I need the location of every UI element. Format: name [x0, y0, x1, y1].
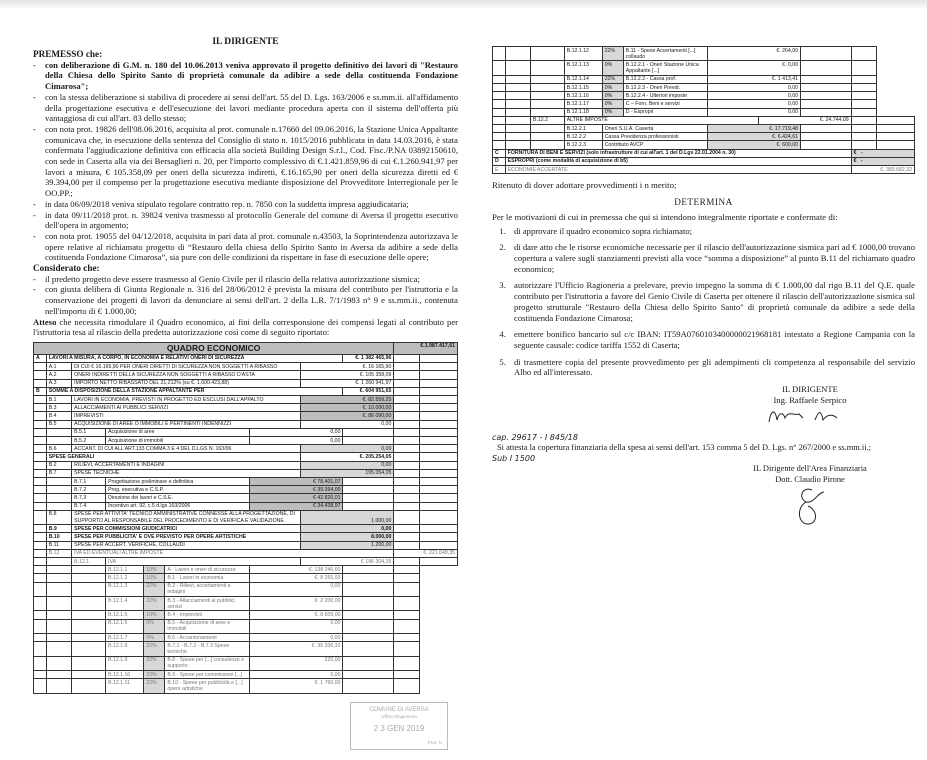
atteso-paragraph: Atteso che necessita rimodulare il Quadro economico, ai fini della corresponsione dei compensi legati al contributo per l'istruttoria tesa al rilascio della predetta autorizzazione così come di seguito riportato:: [33, 316, 458, 338]
determina-item: 5. di trasmettere copia del presente provvedimento per gli adempimenti cli competenza al responsabile del servizio Albo ed all'interessato.: [508, 357, 915, 378]
determina-heading: DETERMINA: [674, 196, 733, 207]
iva-value: 0,00: [250, 634, 343, 642]
table-row: B.9 SPESE PER COMMISSIONI GIUDICATRICI 0,00: [34, 525, 458, 533]
table-row: B.7.3 Direzione dei lavori e C.S.E. € 42.820,01: [34, 494, 458, 502]
iva-pct: 0%: [144, 634, 165, 642]
table-row: B.6 ACCANT. DI CUI ALL'ART.133 COMMA 3 E 4 DEL D.LGS N. 163/06 0,00: [34, 445, 458, 453]
iva-row: [34, 642, 458, 656]
signature-scribble-icon: [765, 406, 855, 426]
iva-value: €. 35 336,32: [250, 642, 343, 656]
section-a-row: A LAVORI A MISURA, A CORPO, IN ECONOMIA E RELATIVI ONERI DI SICUREZZA €. 1 382 465,96: [34, 354, 458, 362]
iva-code: B.12.1.14: [564, 75, 602, 83]
iva-pct: 22%: [602, 47, 623, 61]
table-row: B.1 LAVORI IN ECONOMIA, PREVISTI IN PROGETTO ED ESCLUSI DALL'APPALTO €. 82.559,25: [34, 396, 458, 404]
iva-label: B.11 - Spese Accertamenti [...] collaudo: [623, 47, 707, 61]
iva-row: [493, 100, 915, 108]
iva-pct: 10%: [144, 566, 165, 574]
motivazioni-text: Per le motivazioni di cui in premessa che qui si intendono integralmente riportate e confermate di:: [492, 211, 838, 222]
determina-list: [492, 226, 915, 378]
iva-code: B.12.1.4: [106, 597, 144, 611]
signature-title: IL DIRIGENTE: [782, 384, 838, 395]
handwritten-sub-note: Sub I 1500: [492, 454, 536, 464]
handwritten-cap-note: cap. 29617 - I 845/18: [492, 432, 578, 442]
iva-label: C – Forn. Beni e servizi: [623, 100, 707, 108]
iva-label: B.3 - Allacciamenti ai pubblici servizi: [165, 597, 250, 611]
iva-code: B.12.1.17: [564, 100, 602, 108]
iva-pct: 0%: [602, 61, 623, 75]
iva-value: €. 0,00: [708, 61, 801, 75]
table-title-row: [34, 342, 458, 354]
determina-item: 3. autorizzare l'Ufficio Ragioneria a prelevare, previo impegno la somma di € 1.000,00 dal rigo B.11 del Q.E. quale contributo per l'istruttoria a favore del Genio Civile di Caserta per ottenere il rilascio dell'autorizzazione sismica sul progetto strutturale "Restauro della Chiesa dello Spirito Santo" di proprietà comunale da adibire a sede della costituenda Fondazione Cimarosa;: [508, 280, 915, 323]
table-row: A.3 IMPORTO NETTO RIBASSATO DEL 21,212% (su €. 1.600.423,88) €. 1 260 941,97: [34, 379, 458, 387]
iva-pct: 10%: [144, 611, 165, 619]
table-row: B.12.2.1 Oneri S.U.A. Caserta €. 17.719,48: [493, 125, 915, 133]
iva-row: [34, 634, 458, 642]
scan-sheet: [0, 8, 927, 760]
iva-value: 0,00: [250, 671, 343, 679]
premesso-section: [33, 49, 458, 338]
iva-row: [34, 582, 458, 596]
iva-row: [493, 47, 915, 61]
table-row: B.12 IVA ED EVENTUALI ALTRE IMPOSTE €. 221.048,35: [34, 549, 458, 557]
iva-code: B.12.1.18: [564, 108, 602, 116]
section-d-row: D ESPROPRI (come modalità di acquisizione di b5) € -: [493, 157, 915, 165]
iva-code: B.12.1.13: [564, 61, 602, 75]
considerato-item: - il predetto progetto deve essere trasmesso al Genio Civile per il rilascio della relativa autorizzazione sismica;: [33, 273, 420, 284]
table-row: B.7.1 Progettazione preliminare e definitiva € 78.401,07: [34, 478, 458, 486]
table-row: B.10 SPESE PER PUBBLICITA' E OVE PREVISTO PER OPERE ARTISTICHE 8.000,00: [34, 533, 458, 541]
fin-signature-title: IL Dirigente dell'Area Finanziaria: [753, 464, 867, 474]
iva-value: €. 1 760,00: [250, 679, 343, 693]
iva-code: B.12.1.16: [564, 92, 602, 100]
iva-value: €. 138 246,60: [250, 566, 343, 574]
table-row: B.5.2 Acquisizione di immobili 0,00: [34, 437, 458, 445]
iva-value: €. 264,00: [708, 47, 801, 61]
iva-label: B.7.1 - B.7.2 - B.7.3 Spese tecniche: [165, 642, 250, 656]
iva-label: B.12.2.1 - Oneri Stazione Unica Appaltante [...]: [623, 61, 707, 75]
protocol-stamp: COMUNE DI AVERSA Ufficio Ragioneria 2 3 GEN 2019 Prot. N.: [350, 702, 448, 750]
determina-list-wrapper: [492, 226, 915, 378]
iva-code: B.12.1.2: [106, 574, 144, 582]
iva-code: B.12.1.5: [106, 611, 144, 619]
spese-generali-row: SPESE GENERALI €. 205.254,05: [34, 453, 458, 461]
iva-code: B.12.1.1: [106, 566, 144, 574]
iva-pct: 0%: [602, 100, 623, 108]
table-row: A.1 DI CUI € 16.165,90 PER ONERI DIRETTI DI SICUREZZA NON SOGGETTI A RIBASSO €. 16 165,90: [34, 363, 458, 371]
table-row: B.11 SPESE PER ACCERT. VERIFICHE, COLLAUDI 1.200,00: [34, 541, 458, 549]
iva-row: [34, 679, 458, 693]
iva-code: B.12.1.10: [106, 671, 144, 679]
iva-value: €. 2 200,00: [250, 597, 343, 611]
iva-row: [34, 671, 458, 679]
stamp-area: [33, 702, 458, 750]
table-row: B.7.2 Prog. esecutiva e C.S.P. € 39.394,00: [34, 486, 458, 494]
fin-signature-block: [740, 464, 880, 525]
iva-value: 0,00: [250, 619, 343, 633]
ritenuto-text: Ritenuto di dover adottare provvedimenti i n merito;: [492, 180, 677, 191]
iva-row: [493, 61, 915, 75]
iva-label: B.5 - Acquisizione di aree e immobili: [165, 619, 250, 633]
dirigente-signature-block: [740, 384, 880, 425]
premesso-heading: PREMESSO che:: [33, 49, 103, 59]
iva-pct: 22%: [144, 671, 165, 679]
iva-pct: 0%: [602, 108, 623, 116]
iva-label: B.6 - Accantonamenti: [165, 634, 250, 642]
premesso-item: - con deliberazione di G.M. n. 180 del 10.06.2013 veniva approvato il progetto definitivo dei lavori di "Restauro della Chiesa dello Spirito Santo di proprietà comunale da adibire a sede della costituenda Fondazione Cimarosa";: [33, 59, 458, 92]
iva-row: [34, 619, 458, 633]
attestazione-text: Si attesta la copertura finanziaria della spesa ai sensi dell'art. 153 comma 5 del D. Lgs. n° 267/2000 e ss.mm.ii.;: [497, 442, 871, 452]
table-title: QUADRO ECONOMICO: [34, 342, 394, 354]
table-row: B.5.1 Acquisizione di aree 0,00: [34, 428, 458, 436]
iva-pct: 0%: [602, 84, 623, 92]
grand-total: €.1.987.417,61: [394, 342, 458, 354]
iva-pct: 22%: [144, 582, 165, 596]
determina-item: 4. emettere bonifico bancario sul c/c IBAN: IT59A0760103400000021968181 intestato a Regione Campania con la seguente causale: codice tariffa 1552 di Caserta;: [508, 329, 915, 350]
signature-name: Ing. Raffaele Serpico: [773, 394, 847, 405]
iva-label: D - Espropri: [623, 108, 707, 116]
section-c-row: C FORNITURA DI BENI E SERVIZI (solo infrastrutture di cui all'art. 1 del D.Lgs 22.01.2004 n. 30) € -: [493, 149, 915, 157]
premesso-item: - in data 06/09/2018 veniva stipulato regolare contratto rep. n. 7850 con la suddetta impresa aggiudicataria;: [33, 198, 409, 209]
iva-label: B.2 - Rilievi, accertamenti e indagini: [165, 582, 250, 596]
iva-pct: 22%: [144, 597, 165, 611]
iva-pct: 0%: [144, 619, 165, 633]
table-row: B.12.2.3 Contributo AVCP €. 600,00: [493, 141, 915, 149]
iva-row: [493, 75, 915, 83]
table-row: B.2 RILIEVI, ACCERTAMENTI E INDAGINI 0,00: [34, 461, 458, 469]
iva-value: 0,00: [250, 582, 343, 596]
iva-code: B.12.1.8: [106, 642, 144, 656]
determina-item: 1. di approvare il quadro economico sopra richiamato;: [508, 226, 915, 237]
iva-code: B.12.1.3: [106, 582, 144, 596]
right-table-body: [493, 116, 915, 173]
iva-code: B.12.1.7: [106, 634, 144, 642]
iva-value: 0,00: [708, 100, 801, 108]
table-row: B.12.2 ALTRE IMPOSTE €. 24.744,09: [493, 116, 915, 124]
iva-row: [493, 84, 915, 92]
iva-code: B.12.1.11: [106, 679, 144, 693]
iva-label: B.12.2.4 - Ulteriori imposte: [623, 92, 707, 100]
iva-pct: 22%: [144, 656, 165, 670]
iva-row: [34, 611, 458, 619]
iva-label: B.10 - Spese per pubblicità e [...] opere artistiche: [165, 679, 250, 693]
quadro-economico-table: [33, 342, 458, 694]
iva-pct: 22%: [602, 75, 623, 83]
left-page: [0, 8, 470, 760]
iva-pct: 10%: [144, 574, 165, 582]
iva-code: B.12.1.6: [106, 619, 144, 633]
premesso-item: - in data 09/11/2018 prot. n. 39824 veniva trasmesso al protocollo Generale del comune di Aversa il progetto esecutivo dell'opera in argomento;: [33, 209, 458, 231]
iva-rows-right: [493, 47, 915, 117]
table-row: B.5 ACQUISIZIONE DI AREE O IMMOBILI E PERTINENTI INDENNIZZI 0,00: [34, 420, 458, 428]
iva-code: B.12.1.15: [564, 84, 602, 92]
iva-label: B.12.2.2 - Cassa prof.: [623, 75, 707, 83]
table-row: B.7.4 Incentivo art. 92, c.5 d.lgs 163/2006 € 34.438,97: [34, 502, 458, 510]
determina-item: 2. di dare atto che le risorse economiche necessarie per il rilascio dell'autorizzazione sismica pari ad € 1000,00 trovano copertura a valere sugli stanziamenti previsti alla voce “somma a disposizione” al punto B.11 del richiamato quadro economico;: [508, 242, 915, 274]
iva-value: 0,00: [708, 108, 801, 116]
left-table-body: [34, 342, 458, 565]
considerato-heading: Considerato che:: [33, 263, 100, 274]
table-row: A.2 ONERI INDIRETTI DELLA SICUREZZA NON SOGGETTI A RIBASSO D'ASTA €. 105 358,09: [34, 371, 458, 379]
table-row: B.3 ALLACCIAMENTI AI PUBBLICI SERVIZI €. 10.000,00: [34, 404, 458, 412]
table-row: B.4 IMPREVISTI €. 86 090,00: [34, 412, 458, 420]
table-row: B.12.1 IVA € 196 304,26: [34, 558, 458, 566]
iva-value: 0,00: [708, 84, 801, 92]
iva-value: 0,00: [708, 92, 801, 100]
iva-row: [34, 566, 458, 574]
iva-rows-left: [34, 566, 458, 693]
premesso-item: - con nota prot. 19826 dell'08.06.2016, acquisita al prot. comunale n.17660 del 09.06.2016, la Stazione Unica Appaltante comunicava che, in esecuzione della sentenza del Consiglio di stato n. 1015/2016 pubblicata in data 14.03.2016, è stata confermata l'aggiudicazione definitiva con efficacia alla società Building Design S.r.l., Cod. Fisc./P.NA 03892150610, con sede in Caserta alla via dei Bersaglieri n. 20, per l'importo complessivo di €.1.421.859,96 di cui €.1.260.941,97 per lavori a misura, € 105.358,09 per oneri della sicurezza indiretti, €.16.165,90 per oneri della sicurezza diretti ed € 39.394,00 per il compenso per la progettazione esecutiva mediante disposizione del Provveditore Interregionale per le OO.PP.;: [33, 123, 458, 199]
iva-pct: 0%: [602, 92, 623, 100]
iva-pct: 22%: [144, 679, 165, 693]
table-row: B.8 SPESE PER ATTIVITA' TECNICO AMMINISTRATIVE CONNESSE ALLA PROGETTAZIONE, DI SUPPORTO AL RESPONSABILE DEL PROCEDIMENTO E DI VERIFICA E VALIDAZIONE 1.000,00: [34, 510, 458, 524]
premesso-item: - con nota prot. 19055 del 04/12/2018, acquisita in pari data al prot. comunale n.43503, la Soprintendenza autorizzava le opere relative al richiamato progetto di “Restauro della chiesa dello Spirito Santo in Aversa da adibire a sede della costituenda Fondazione Cimarosa”, sia pure con delle condizioni da rispettare in fase di esecuzione delle opere;: [33, 230, 458, 263]
considerato-item: - con giusta delibera di Giunta Regionale n. 316 del 28/06/2012 è prevista la misura del contributo per l'istruttoria e la conservazione dei progetti di lavori da denunciare ai sensi dell'art. 2 della L.R. 7/1/1983 n° 9 e ss.mm.ii., contenuta nell'importo di € 1.000,00;: [33, 284, 458, 316]
iva-row: [34, 597, 458, 611]
right-page: [470, 8, 927, 536]
iva-label: A - Lavori e oneri di sicurezza: [165, 566, 250, 574]
iva-row: [493, 92, 915, 100]
iva-value: €. 1 413,41: [708, 75, 801, 83]
iva-value: €. 8 255,93: [250, 574, 343, 582]
iva-label: B.1 - Lavori in economia: [165, 574, 250, 582]
section-e-row: E ECONOMIE ACCERTATE €. 389.682,32: [493, 166, 915, 174]
iva-pct: 22%: [144, 642, 165, 656]
table-row: B.7 SPESE TECNICHE 195.054,05: [34, 469, 458, 477]
fin-signature-scribble-icon: [790, 486, 830, 526]
iva-row: [493, 108, 915, 116]
iva-label: B.4 - Imprevisti: [165, 611, 250, 619]
premesso-item: - con la stessa deliberazione si stabiliva di procedere ai sensi dell'art. 55 del D. Lgs. 163/2006 e ss.mm.ii. all'affidamento della progettazione esecutiva e dell'esecuzione dei lavori mediante procedura aperta con il sistema dell'offerta più vantaggiosa di cui all'art. 83 dello stesso;: [33, 91, 458, 124]
iva-code: B.12.1.12: [564, 47, 602, 61]
iva-label: B.8 - Spese per [...] consulenze e supporto: [165, 656, 250, 670]
iva-row: [34, 656, 458, 670]
iva-value: €. 8 609,00: [250, 611, 343, 619]
iva-label: B.9 - Spese per commissioni [...]: [165, 671, 250, 679]
page-title: IL DIRIGENTE: [212, 37, 279, 47]
section-b-row: B SOMME A DISPOSIZIONE DELLA STAZIONE APPALTANTE PER €. 604 951,65: [34, 387, 458, 395]
scan-top-edge: [0, 0, 927, 8]
iva-code: B.12.1.9: [106, 656, 144, 670]
iva-value: 220,00: [250, 656, 343, 670]
table-row: B.12.2.2 Cassa Previdenza professionisti €. 6.424,61: [493, 133, 915, 141]
quadro-economico-continued-table: [492, 46, 915, 174]
fin-signature-name: Dott. Claudio Pirone: [775, 474, 845, 484]
iva-row: [34, 574, 458, 582]
iva-label: B.12.2.3 - Oneri Previd.: [623, 84, 707, 92]
